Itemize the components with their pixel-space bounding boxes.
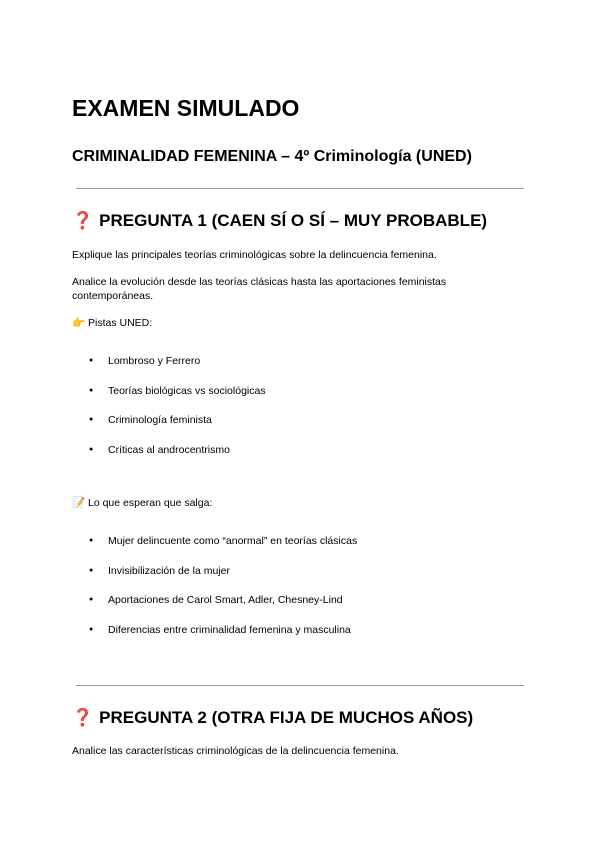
question-1-prompt-2: Analice la evolución desde las teorías clásicas hasta las aportaciones feministas contemporáneas.: [72, 276, 447, 302]
list-item: ● Aportaciones de Carol Smart, Adler, Chesney-Lind: [72, 593, 357, 623]
question-1-title: PREGUNTA 1 (CAEN SÍ O SÍ – MUY PROBABLE): [99, 211, 488, 230]
list-item: ● Invisibilización de la mujer: [72, 564, 357, 594]
hints-label-row: [72, 316, 152, 329]
list-item: ● Críticas al androcentrismo: [72, 443, 266, 473]
expect-label: Lo que esperan que salga:: [88, 497, 213, 509]
list-item: ● Diferencias entre criminalidad femenina y masculina: [72, 623, 357, 653]
expect-label-row: [72, 496, 212, 509]
list-item: ● Lombroso y Ferrero: [72, 354, 266, 384]
list-item: ● Teorías biológicas vs sociológicas: [72, 384, 266, 414]
pointing-hand-icon: 👉: [72, 317, 86, 329]
memo-icon: 📝: [72, 497, 86, 509]
question-mark-icon: ❓: [72, 211, 94, 230]
question-1-heading: [72, 211, 487, 231]
list-item: ● Mujer delincuente como “anormal” en teorías clásicas: [72, 534, 357, 564]
question-2-heading: [72, 708, 473, 728]
expect-list: [72, 534, 357, 653]
hints-label: Pistas UNED:: [88, 317, 153, 329]
question-2-prompt-1: Analice las características criminológicas de la delincuencia femenina.: [72, 745, 399, 757]
document-title: EXAMEN SIMULADO: [72, 95, 300, 121]
question-mark-icon: ❓: [72, 708, 94, 727]
divider: [76, 188, 524, 189]
question-1-prompt-1: Explique las principales teorías criminológicas sobre la delincuencia femenina.: [72, 249, 437, 261]
hints-list: [72, 354, 266, 473]
divider: [76, 685, 524, 686]
document-subtitle: CRIMINALIDAD FEMENINA – 4º Criminología (UNED): [72, 148, 472, 165]
list-item: ● Criminología feminista: [72, 413, 266, 443]
question-2-title: PREGUNTA 2 (OTRA FIJA DE MUCHOS AÑOS): [99, 708, 474, 727]
